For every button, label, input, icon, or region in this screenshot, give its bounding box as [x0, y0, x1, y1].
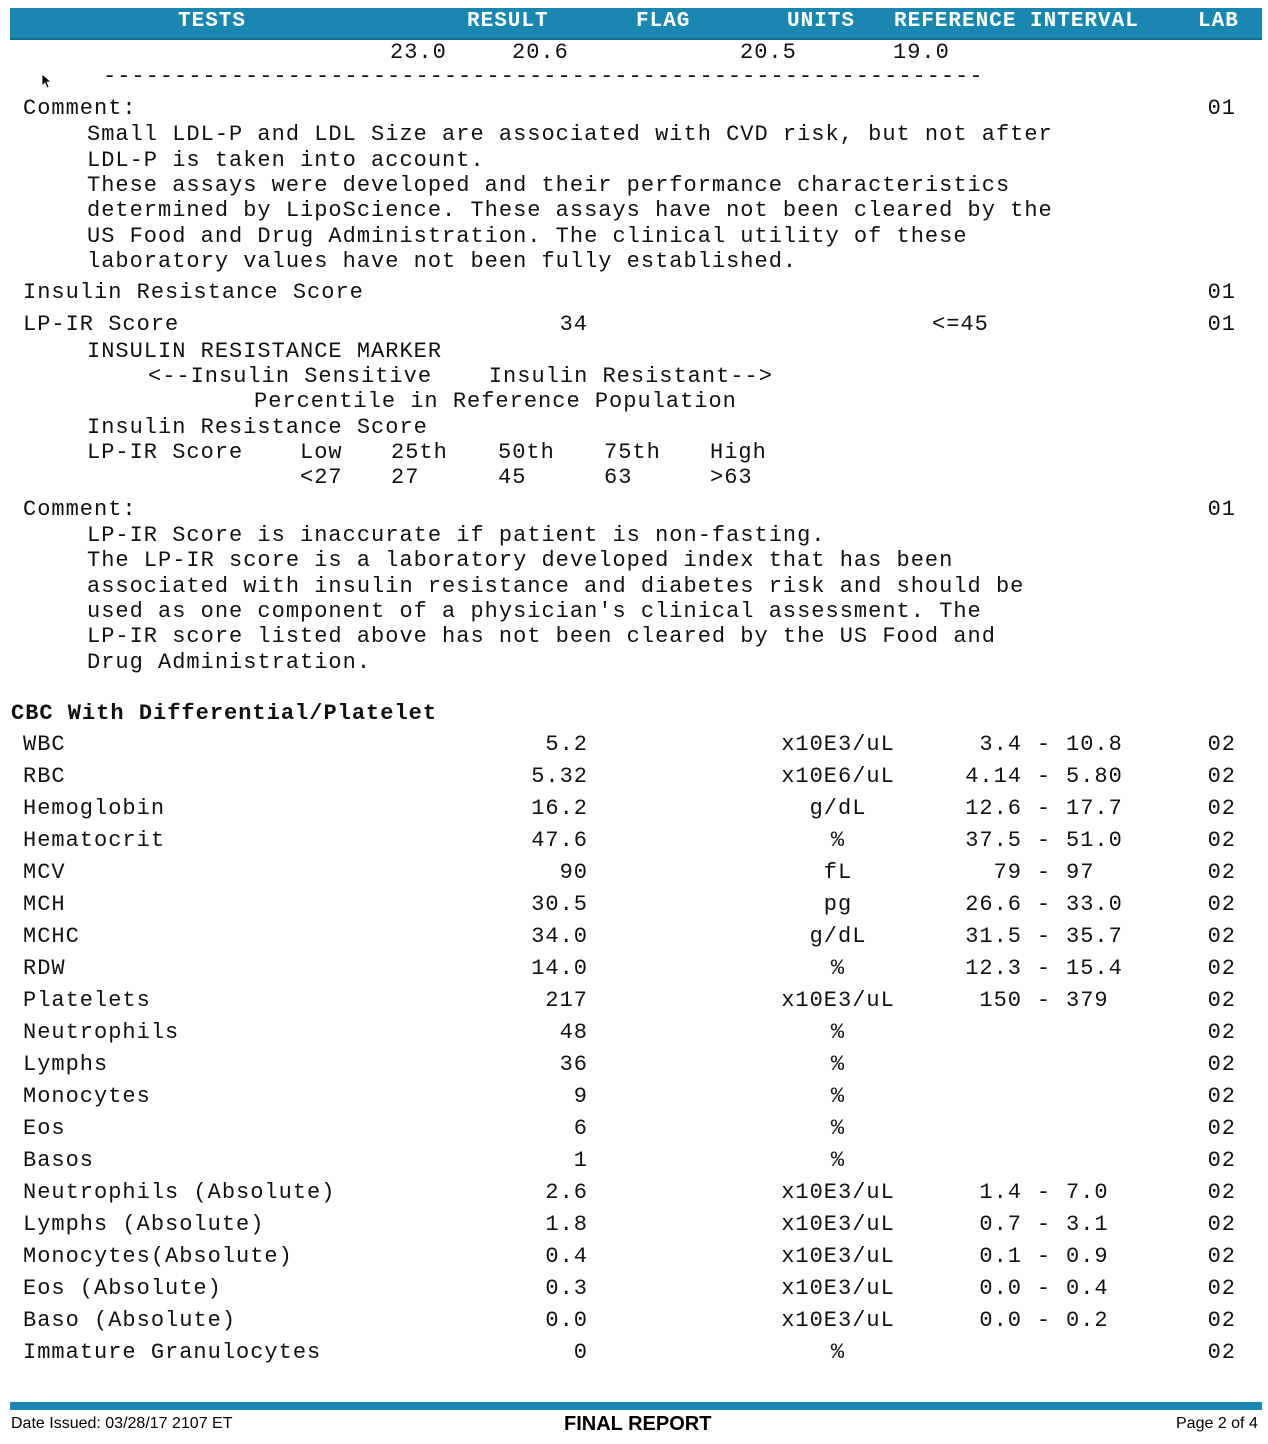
ir-table-value: 63 — [604, 465, 633, 490]
lab-code: 01 — [1207, 96, 1236, 121]
cbc-ref-low: 26.6 — [965, 892, 1022, 917]
cbc-test-name: Monocytes(Absolute) — [23, 1244, 293, 1269]
cbc-units: % — [830, 1052, 846, 1077]
cbc-units: % — [830, 1148, 846, 1173]
ir-table-value: >63 — [710, 465, 753, 490]
cbc-units: % — [830, 956, 846, 981]
cbc-ref-dash: - — [1036, 892, 1052, 917]
cbc-ref-high: 0.9 — [1066, 1244, 1109, 1269]
cbc-ref-dash: - — [1036, 828, 1052, 853]
cbc-test-name: Monocytes — [23, 1084, 151, 1109]
comment-line: Small LDL-P and LDL Size are associated with CVD risk, but not after — [87, 122, 1053, 147]
cbc-ref-low: 4.14 — [965, 764, 1022, 789]
cbc-ref-high: 51.0 — [1066, 828, 1123, 853]
section-title-cbc: CBC With Differential/Platelet — [11, 701, 438, 726]
top-value: 19.0 — [893, 40, 950, 65]
lab-code: 02 — [1207, 796, 1236, 821]
comment-label: Comment: — [23, 497, 137, 522]
comment-line: LP-IR Score is inaccurate if patient is non-fasting. — [87, 523, 826, 548]
lab-code: 02 — [1207, 1116, 1236, 1141]
cbc-ref-high: 0.4 — [1066, 1276, 1109, 1301]
ir-table-header: 25th — [391, 440, 448, 465]
top-value: 20.5 — [740, 40, 797, 65]
cbc-ref-low: 37.5 — [965, 828, 1022, 853]
comment-line: The LP-IR score is a laboratory developed index that has been — [87, 548, 954, 573]
ir-score-title: Insulin Resistance Score — [87, 415, 428, 440]
top-value: 23.0 — [390, 40, 447, 65]
lab-code: 02 — [1207, 1340, 1236, 1365]
ir-table-header: 50th — [498, 440, 555, 465]
cbc-result: 48 — [559, 1020, 588, 1045]
cbc-test-name: Immature Granulocytes — [23, 1340, 322, 1365]
comment-line: LDL-P is taken into account. — [87, 148, 485, 173]
cbc-result: 90 — [559, 860, 588, 885]
ir-table-label: LP-IR Score — [87, 440, 244, 465]
cbc-units: x10E3/uL — [781, 1212, 895, 1237]
cbc-units: g/dL — [809, 796, 867, 821]
cbc-test-name: Eos (Absolute) — [23, 1276, 222, 1301]
lab-code: 01 — [1207, 497, 1236, 522]
cbc-ref-high: 10.8 — [1066, 732, 1123, 757]
header-flag: FLAG — [636, 10, 691, 33]
cbc-ref-dash: - — [1036, 732, 1052, 757]
cbc-test-name: Lymphs — [23, 1052, 109, 1077]
cbc-units: % — [830, 828, 846, 853]
lab-code: 02 — [1207, 1212, 1236, 1237]
cbc-test-name: WBC — [23, 732, 66, 757]
ir-table-header: Low — [300, 440, 343, 465]
cbc-test-name: Baso (Absolute) — [23, 1308, 237, 1333]
comment-line: US Food and Drug Administration. The clinical utility of these — [87, 224, 968, 249]
ir-marker-title: INSULIN RESISTANCE MARKER — [87, 339, 443, 364]
cbc-ref-high: 7.0 — [1066, 1180, 1109, 1205]
cbc-result: 16.2 — [531, 796, 588, 821]
cbc-test-name: Neutrophils (Absolute) — [23, 1180, 336, 1205]
cbc-ref-high: 379 — [1066, 988, 1109, 1013]
comment-line: Drug Administration. — [87, 650, 372, 675]
cbc-result: 14.0 — [531, 956, 588, 981]
lab-code: 01 — [1207, 312, 1236, 337]
cbc-ref-dash: - — [1036, 764, 1052, 789]
cbc-test-name: Platelets — [23, 988, 151, 1013]
cbc-result: 6 — [573, 1116, 588, 1141]
cbc-result: 36 — [559, 1052, 588, 1077]
cbc-units: x10E6/uL — [781, 764, 895, 789]
cbc-units: g/dL — [809, 924, 867, 949]
cbc-ref-low: 12.3 — [965, 956, 1022, 981]
cbc-result: 47.6 — [531, 828, 588, 853]
lab-code: 02 — [1207, 1148, 1236, 1173]
lpir-score-name: LP-IR Score — [23, 312, 180, 337]
cbc-ref-dash: - — [1036, 924, 1052, 949]
header-units: UNITS — [787, 10, 856, 33]
lab-code: 02 — [1207, 764, 1236, 789]
lab-code: 02 — [1207, 956, 1236, 981]
cbc-ref-low: 79 — [993, 860, 1022, 885]
cbc-test-name: Lymphs (Absolute) — [23, 1212, 265, 1237]
cbc-units: % — [830, 1084, 846, 1109]
footer-report-status: FINAL REPORT — [564, 1413, 712, 1435]
cbc-test-name: Neutrophils — [23, 1020, 180, 1045]
cbc-test-name: Eos — [23, 1116, 66, 1141]
cbc-units: x10E3/uL — [781, 1244, 895, 1269]
cbc-test-name: MCH — [23, 892, 66, 917]
lab-code: 02 — [1207, 1308, 1236, 1333]
lab-code: 02 — [1207, 988, 1236, 1013]
cbc-ref-dash: - — [1036, 1180, 1052, 1205]
cbc-units: x10E3/uL — [781, 732, 895, 757]
cbc-units: x10E3/uL — [781, 988, 895, 1013]
cbc-units: % — [830, 1020, 846, 1045]
cbc-ref-high: 97 — [1066, 860, 1095, 885]
divider-line: -------------------------------------------------------------- — [103, 64, 984, 89]
cbc-units: x10E3/uL — [781, 1180, 895, 1205]
cbc-result: 0.4 — [545, 1244, 588, 1269]
cbc-ref-dash: - — [1036, 860, 1052, 885]
cbc-result: 0 — [573, 1340, 588, 1365]
lab-code: 02 — [1207, 860, 1236, 885]
cbc-result: 0.3 — [545, 1276, 588, 1301]
cbc-result: 5.2 — [545, 732, 588, 757]
comment-label: Comment: — [23, 96, 137, 121]
comment-line: used as one component of a physician's clinical assessment. The — [87, 599, 982, 624]
header-tests: TESTS — [178, 10, 247, 33]
ir-table-header: 75th — [604, 440, 661, 465]
lab-code: 02 — [1207, 892, 1236, 917]
comment-line: associated with insulin resistance and diabetes risk and should be — [87, 574, 1025, 599]
cbc-test-name: Hematocrit — [23, 828, 166, 853]
cbc-test-name: RBC — [23, 764, 66, 789]
ir-table-value: 27 — [391, 465, 420, 490]
cbc-result: 217 — [545, 988, 588, 1013]
cbc-ref-low: 1.4 — [979, 1180, 1022, 1205]
cbc-result: 2.6 — [545, 1180, 588, 1205]
cbc-ref-low: 0.1 — [979, 1244, 1022, 1269]
cbc-test-name: RDW — [23, 956, 66, 981]
lab-code: 01 — [1207, 280, 1236, 305]
lab-code: 02 — [1207, 828, 1236, 853]
cbc-result: 1 — [573, 1148, 588, 1173]
cbc-test-name: MCV — [23, 860, 66, 885]
cbc-ref-high: 35.7 — [1066, 924, 1123, 949]
lab-code: 02 — [1207, 1084, 1236, 1109]
cbc-result: 1.8 — [545, 1212, 588, 1237]
cbc-units: pg — [823, 892, 853, 917]
cbc-ref-low: 31.5 — [965, 924, 1022, 949]
top-value: 20.6 — [512, 40, 569, 65]
lab-code: 02 — [1207, 1244, 1236, 1269]
ir-scale-arrows: <--Insulin Sensitive Insulin Resistant--> — [148, 364, 773, 389]
cbc-ref-high: 0.2 — [1066, 1308, 1109, 1333]
ir-table-header: High — [710, 440, 767, 465]
lab-code: 02 — [1207, 1052, 1236, 1077]
footer-bar — [10, 1402, 1262, 1410]
ir-table-value: 45 — [498, 465, 527, 490]
cbc-test-name: Basos — [23, 1148, 95, 1173]
mouse-pointer-icon — [42, 74, 52, 90]
cbc-result: 0.0 — [545, 1308, 588, 1333]
cbc-ref-dash: - — [1036, 988, 1052, 1013]
lab-code: 02 — [1207, 732, 1236, 757]
cbc-ref-dash: - — [1036, 1244, 1052, 1269]
cbc-units: fL — [823, 860, 853, 885]
cbc-units: % — [830, 1116, 846, 1141]
lpir-score-result: 34 — [559, 312, 588, 337]
footer-date-issued: Date Issued: 03/28/17 2107 ET — [11, 1415, 233, 1432]
cbc-ref-low: 12.6 — [965, 796, 1022, 821]
cbc-ref-high: 15.4 — [1066, 956, 1123, 981]
ir-percentile-caption: Percentile in Reference Population — [254, 389, 737, 414]
comment-line: These assays were developed and their performance characteristics — [87, 173, 1011, 198]
cbc-result: 5.32 — [531, 764, 588, 789]
lab-code: 02 — [1207, 1180, 1236, 1205]
cbc-result: 34.0 — [531, 924, 588, 949]
cbc-ref-high: 5.80 — [1066, 764, 1123, 789]
cbc-ref-dash: - — [1036, 956, 1052, 981]
cbc-ref-dash: - — [1036, 796, 1052, 821]
cbc-ref-dash: - — [1036, 1276, 1052, 1301]
cbc-test-name: Hemoglobin — [23, 796, 166, 821]
cbc-units: x10E3/uL — [781, 1276, 895, 1301]
section-title-insulin: Insulin Resistance Score — [23, 280, 364, 305]
lab-code: 02 — [1207, 1020, 1236, 1045]
cbc-test-name: MCHC — [23, 924, 80, 949]
cbc-ref-dash: - — [1036, 1308, 1052, 1333]
cbc-result: 9 — [573, 1084, 588, 1109]
cbc-ref-high: 33.0 — [1066, 892, 1123, 917]
cbc-result: 30.5 — [531, 892, 588, 917]
lab-code: 02 — [1207, 1276, 1236, 1301]
header-reference: REFERENCE INTERVAL — [894, 10, 1139, 33]
header-lab: LAB — [1198, 10, 1239, 33]
comment-line: laboratory values have not been fully established. — [87, 249, 798, 274]
cbc-ref-low: 150 — [979, 988, 1022, 1013]
lpir-score-reference: <=45 — [932, 312, 989, 337]
comment-line: determined by LipoScience. These assays have not been cleared by the — [87, 198, 1053, 223]
cbc-units: x10E3/uL — [781, 1308, 895, 1333]
footer-page-number: Page 2 of 4 — [1176, 1415, 1258, 1432]
comment-line: LP-IR score listed above has not been cleared by the US Food and — [87, 624, 996, 649]
header-result: RESULT — [467, 10, 549, 33]
cbc-ref-high: 17.7 — [1066, 796, 1123, 821]
cbc-ref-dash: - — [1036, 1212, 1052, 1237]
lab-code: 02 — [1207, 924, 1236, 949]
cbc-units: % — [830, 1340, 846, 1365]
cbc-ref-low: 0.0 — [979, 1308, 1022, 1333]
cbc-ref-high: 3.1 — [1066, 1212, 1109, 1237]
ir-table-value: <27 — [300, 465, 343, 490]
cbc-ref-low: 0.7 — [979, 1212, 1022, 1237]
cbc-ref-low: 0.0 — [979, 1276, 1022, 1301]
cbc-ref-low: 3.4 — [979, 732, 1022, 757]
